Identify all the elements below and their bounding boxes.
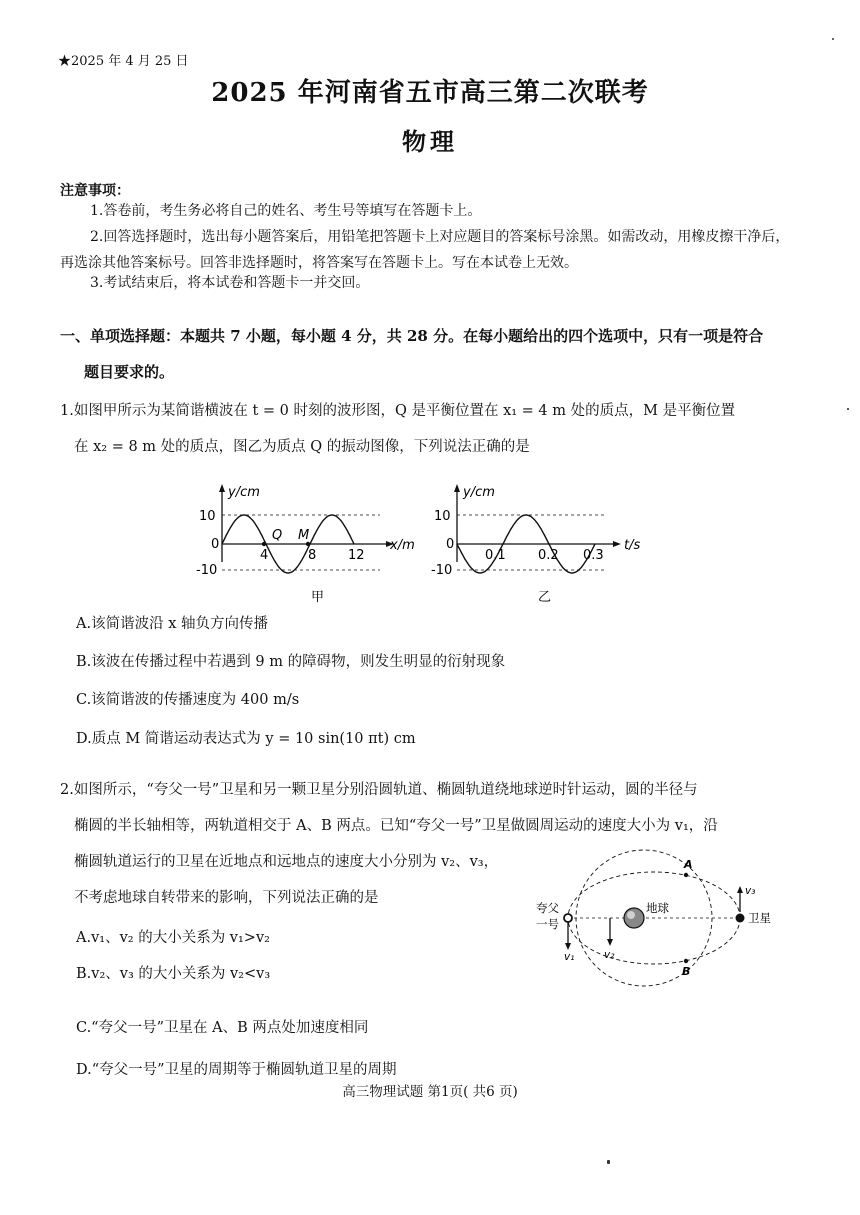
vibration-graph-yi bbox=[425, 482, 655, 607]
kuafu-satellite-icon bbox=[564, 914, 572, 922]
q2-option-b: B.v₂、v₃ 的大小关系为 v₂<v₃ bbox=[76, 966, 271, 982]
yi-ylabel: y/cm bbox=[463, 485, 495, 500]
q2-option-d: D.“夸父一号”卫星的周期等于椭圆轨道卫星的周期 bbox=[76, 1062, 397, 1078]
jia-xtick-8: 8 bbox=[308, 548, 317, 563]
jia-ytick-0: 0 bbox=[211, 537, 220, 552]
q1-option-b: B.该波在传播过程中若遇到 9 m 的障碍物，则发生明显的衍射现象 bbox=[76, 654, 506, 670]
q1-line-2: 在 x₂ = 8 m 处的质点，图乙为质点 Q 的振动图像，下列说法正确的是 bbox=[74, 439, 530, 455]
jia-y-arrow bbox=[219, 484, 225, 492]
jia-xtick-4: 4 bbox=[260, 548, 269, 563]
yi-x-arrow bbox=[613, 541, 621, 547]
yi-ytick-0: 0 bbox=[446, 537, 455, 552]
subject-title: 物理 bbox=[402, 127, 458, 156]
page-footer: 高三物理试题 第1页( 共6 页) bbox=[342, 1084, 518, 1100]
scan-speck bbox=[607, 1160, 610, 1164]
earth-icon bbox=[624, 908, 644, 928]
exam-date: ★2025 年 4 月 25 日 bbox=[58, 54, 189, 69]
v3-arrow-head bbox=[737, 886, 743, 893]
label-b: B bbox=[682, 965, 691, 978]
scan-speck bbox=[847, 408, 849, 410]
yi-y-arrow bbox=[454, 484, 460, 492]
jia-caption: 甲 bbox=[311, 590, 325, 605]
q1-option-d: D.质点 M 简谐运动表达式为 y = 10 sin(10 πt) cm bbox=[76, 731, 416, 747]
jia-xlabel: x/m bbox=[390, 538, 415, 553]
jia-ytick-neg10: -10 bbox=[196, 563, 218, 578]
section-heading bbox=[60, 318, 790, 390]
q2-option-c: C.“夸父一号”卫星在 A、B 两点处加速度相同 bbox=[76, 1020, 369, 1036]
label-v1: v₁ bbox=[564, 951, 575, 963]
earth-highlight bbox=[627, 911, 635, 919]
jia-label-q: Q bbox=[272, 528, 283, 543]
q2-line-2: 椭圆的半长轴相等，两轨道相交于 A、B 两点。已知“夸父一号”卫星做圆周运动的速度大小为 v₁，沿 bbox=[74, 818, 718, 834]
yi-xtick-0.3: 0.3 bbox=[583, 548, 604, 563]
jia-point-q bbox=[262, 542, 266, 546]
orbit-diagram bbox=[530, 848, 780, 988]
label-v3: v₃ bbox=[745, 885, 756, 897]
notice-item-1: 1.答卷前，考生务必将自己的姓名、考生号等填写在答题卡上。 bbox=[90, 203, 482, 219]
exam-title: 2025 年河南省五市高三第二次联考 bbox=[211, 78, 649, 108]
jia-ytick-10: 10 bbox=[199, 509, 216, 524]
label-sat: 卫星 bbox=[748, 911, 771, 925]
notice-item-2: 2.回答选择题时，选出每小题答案后，用铅笔把答题卡上对应题目的答案标号涂黑。如需改动，用橡皮擦干净后，再选涂其他答案标号。回答非选择题时，将答案写在答题卡上。写在本试卷上无效。 bbox=[60, 229, 790, 271]
yi-ytick-neg10: -10 bbox=[431, 563, 453, 578]
section-line-2: 题目要求的。 bbox=[84, 363, 175, 381]
jia-xtick-12: 12 bbox=[348, 548, 365, 563]
label-a: A bbox=[684, 858, 693, 871]
q2-line-3: 椭圆轨道运行的卫星在近地点和远地点的速度大小分别为 v₂、v₃， bbox=[74, 854, 499, 870]
q1-option-a: A.该简谐波沿 x 轴负方向传播 bbox=[76, 616, 268, 632]
point-a-icon bbox=[684, 873, 688, 877]
jia-ylabel: y/cm bbox=[228, 485, 260, 500]
q2-option-a: A.v₁、v₂ 的大小关系为 v₁>v₂ bbox=[76, 930, 270, 946]
question-1-stem bbox=[60, 393, 790, 465]
q1-line-1: 1.如图甲所示为某简谐横波在 t = 0 时刻的波形图，Q 是平衡位置在 x₁ = 4 m 处的质点，M 是平衡位置 bbox=[60, 403, 736, 419]
notice-item-3: 3.考试结束后，将本试卷和答题卡一并交回。 bbox=[90, 275, 370, 291]
v1-arrow-head bbox=[565, 943, 571, 950]
point-b-icon bbox=[684, 959, 688, 963]
v2-arrow-head bbox=[607, 939, 613, 946]
notice-heading: 注意事项： bbox=[60, 183, 130, 199]
yi-xtick-0.1: 0.1 bbox=[485, 548, 506, 563]
label-earth: 地球 bbox=[646, 901, 669, 915]
label-v2: v₂ bbox=[604, 949, 615, 961]
yi-xtick-0.2: 0.2 bbox=[538, 548, 559, 563]
label-kuafu-1: 夸父 bbox=[536, 901, 559, 915]
wave-graph-jia bbox=[190, 482, 430, 607]
label-kuafu-2: 一号 bbox=[536, 917, 559, 931]
q1-option-c: C.该简谐波的传播速度为 400 m/s bbox=[76, 692, 300, 708]
yi-ytick-10: 10 bbox=[434, 509, 451, 524]
yi-xlabel: t/s bbox=[624, 538, 641, 553]
scan-speck bbox=[832, 38, 834, 40]
yi-caption: 乙 bbox=[538, 590, 552, 605]
section-line-1: 一、单项选择题：本题共 7 小题，每小题 4 分，共 28 分。在每小题给出的四个选项中，只有一项是符合 bbox=[60, 327, 764, 345]
q2-line-4: 不考虑地球自转带来的影响，下列说法正确的是 bbox=[74, 890, 379, 906]
q2-line-1: 2.如图所示，“夸父一号”卫星和另一颗卫星分别沿圆轨道、椭圆轨道绕地球逆时针运动，圆的半径与 bbox=[60, 782, 698, 798]
ellipse-satellite-icon bbox=[736, 914, 745, 923]
jia-label-m: M bbox=[298, 528, 310, 543]
